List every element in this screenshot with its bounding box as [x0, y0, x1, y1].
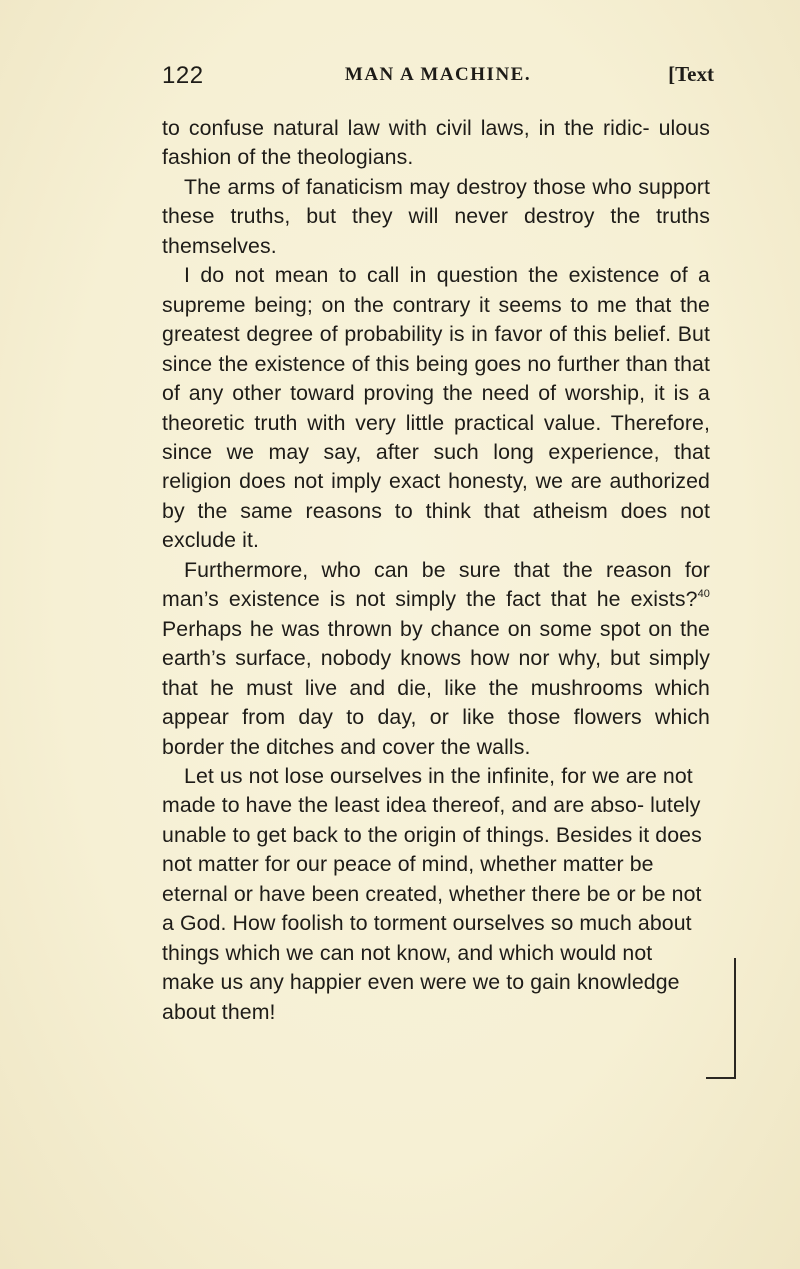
- margin-bracket-vertical: [734, 958, 736, 1078]
- paragraph-infinite: Let us not lose ourselves in the infinite, for we are not made to have the least idea thereof, and are abso- lutely unable to get back to the origin of things. Besides it does not matter for our peace of mind, whether matter be eternal or have been created, whether there be or be not a God. How foolish to torment ourselves so much about things which we can not know, and which would not make us any happier even were we to gain knowledge about them!: [162, 763, 702, 1024]
- body-text: [162, 114, 710, 1027]
- paragraph-fanaticism: The arms of fanaticism may destroy those who support these truths, but they will never destroy the truths themselves.: [162, 174, 710, 258]
- paragraph-text-before-note: Furthermore, who can be sure that the reason for man’s existence is not simply the fact that he exists?: [162, 557, 710, 612]
- page-number: 122: [162, 62, 204, 89]
- paragraph-text-after-note: Perhaps he was thrown by chance on some spot on the earth’s surface, nobody knows how nor why, but simply that he must live and die, like the mushrooms which appear from day to day, or like those flowers which border the ditches and cover the walls.: [162, 616, 710, 759]
- paragraph-mans-existence: [162, 556, 710, 762]
- running-title: MAN A MACHINE.: [344, 64, 532, 85]
- margin-bracket-horizontal: [706, 1077, 736, 1079]
- section-marker: [Text: [668, 62, 714, 86]
- running-head: [162, 62, 714, 94]
- paragraph-continuation: to confuse natural law with civil laws, in the ridic- ulous fashion of the theologians.: [162, 116, 710, 170]
- footnote-reference: 40: [697, 588, 710, 601]
- paragraph-supreme-being: I do not mean to call in question the existence of a supreme being; on the contrary it seems to me that the greatest degree of probability is in favor of this belief. But since the existence of this being goes no further than that of any other toward proving the need of worship, it is a theoretic truth with very little practical value. Therefore, since we may say, after such long experience, that religion does not imply exact honesty, we are authorized by the same reasons to think that atheism does not exclude it.: [162, 263, 710, 553]
- margin-bracket-mark: [706, 958, 736, 1083]
